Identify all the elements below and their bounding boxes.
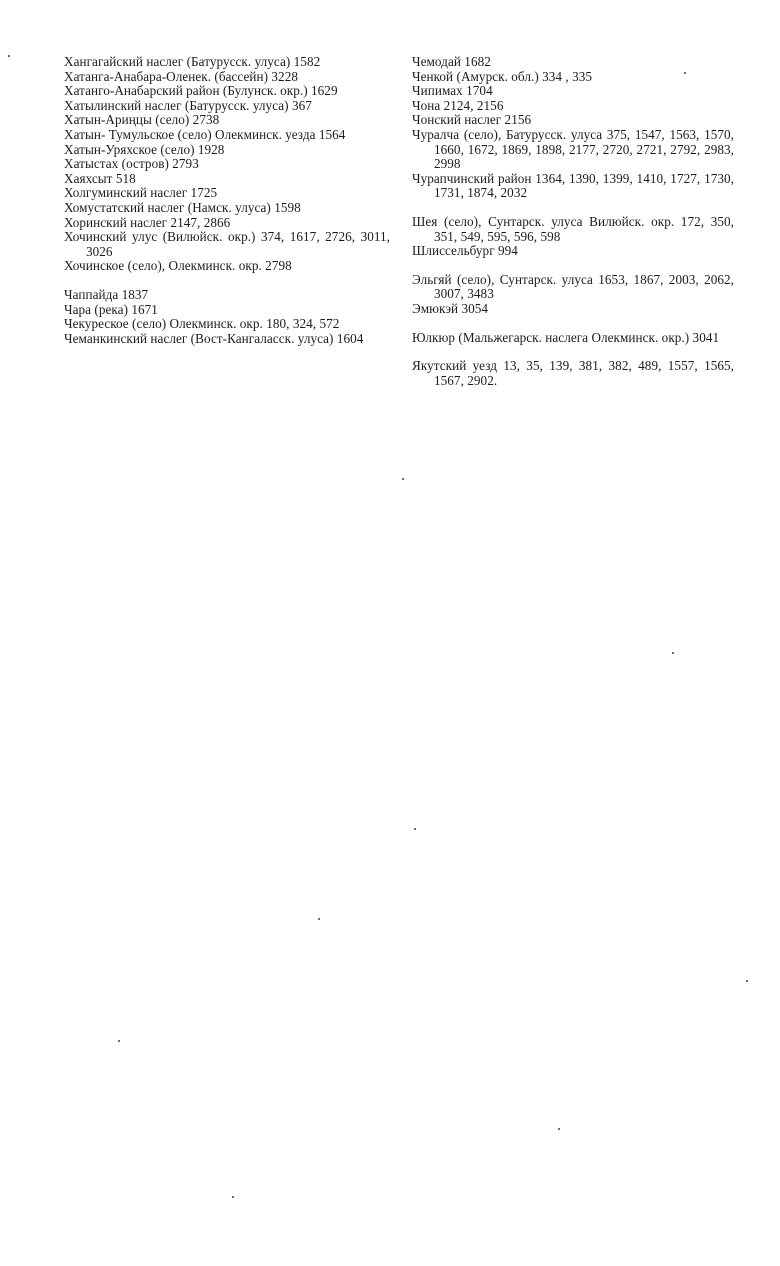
index-entry: Хатанга-Анабара-Оленек. (бассейн) 3228 (64, 68, 298, 84)
section-spacer (412, 317, 734, 331)
index-entry: Хочинский улус (Вилюйск. окр.) 374, 1617, 2726, 3011, 3026 (64, 229, 390, 259)
section-spacer (412, 345, 734, 359)
scan-speck (558, 1128, 560, 1130)
index-entry: Чемодай 1682 (412, 54, 491, 69)
index-entry: Эмюкэй 3054 (412, 300, 489, 316)
index-entry: Шея (село), Сунтарск. улуса Вилюйск. окр. 172, 350, 351, 549, 595, 596, 598 (412, 213, 734, 244)
index-entry: Хатанго-Анабарский район (Булунск. окр.) 1629 (64, 83, 338, 99)
index-column-right (412, 55, 734, 388)
index-entry: Холгуминский наслег 1725 (64, 185, 218, 201)
index-entry: Хомустатский наслег (Намск. улуса) 1598 (64, 199, 301, 215)
section-spacer (64, 274, 390, 288)
index-entry: Чипимах 1704 (412, 83, 493, 99)
scan-speck (8, 55, 10, 57)
index-entry: Хатын-Ариңцы (село) 2738 (64, 112, 220, 128)
index-entry: Чонский наслег 2156 (412, 112, 532, 128)
index-entry: Чеманкинский наслег (Вост-Кангаласск. улуса) 1604 (64, 330, 364, 346)
index-entry: Якутский уезд 13, 35, 139, 381, 382, 489, 1557, 1565, 1567, 2902. (412, 358, 734, 388)
index-entry: Чона 2124, 2156 (412, 97, 504, 113)
scan-speck (402, 478, 404, 480)
index-entry: Чаппайда 1837 (64, 286, 149, 302)
index-entry: Чара (река) 1671 (64, 301, 158, 317)
scan-speck (232, 1196, 234, 1198)
index-entry: Хатын-Уряхское (село) 1928 (64, 141, 225, 157)
index-column-left (64, 55, 390, 346)
index-entry: Эльгяй (село), Сунтарск. улуса 1653, 1867, 2003, 2062, 3007, 3483 (412, 271, 734, 302)
index-entry: Чурапчинский район 1364, 1390, 1399, 1410, 1727, 1730, 1731, 1874, 2032 (412, 170, 734, 201)
index-entry: Хочинское (село), Олекминск. окр. 2798 (64, 258, 292, 274)
index-entry: Хангагайский наслег (Батурусск. улуса) 1582 (64, 54, 321, 69)
index-entry: Юлкюр (Мальжегарск. наслега Олекминск. окр.) 3041 (412, 329, 720, 345)
scan-speck (318, 918, 320, 920)
index-entry: Хатылинский наслег (Батурусск. улуса) 367 (64, 97, 312, 113)
scan-speck (672, 652, 674, 654)
index-entry: Шлиссельбург 994 (412, 243, 518, 259)
index-entry: Хатыстах (остров) 2793 (64, 156, 199, 172)
scan-speck (414, 828, 416, 830)
index-entry: Хоринский наслег 2147, 2866 (64, 214, 231, 230)
scan-speck (746, 980, 748, 982)
index-entry: Чуралча (село), Батурусск. улуса 375, 1547, 1563, 1570, 1660, 1672, 1869, 1898, 2177, 2720, 2721, 2792, 2983, 2998 (412, 126, 734, 172)
scan-speck (118, 1040, 120, 1042)
scan-speck (684, 72, 686, 74)
index-entry: Чекуреское (село) Олекминск. окр. 180, 324, 572 (64, 316, 340, 332)
index-entry: Хаяхсыт 518 (64, 170, 136, 186)
index-entry: Ченкой (Амурск. обл.) 334 , 335 (412, 68, 593, 84)
section-spacer (412, 201, 734, 215)
section-spacer (412, 259, 734, 273)
index-entry: Хатын- Тумульское (село) Олекминск. уезда 1564 (64, 126, 346, 142)
